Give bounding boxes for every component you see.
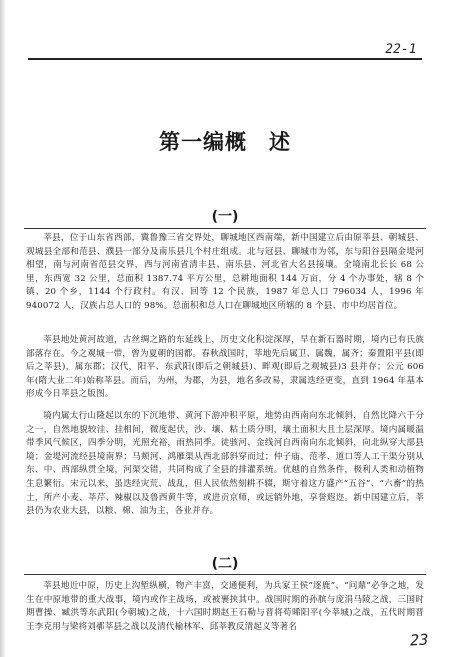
section-divider-2 [24, 574, 426, 575]
part-title-block [0, 126, 450, 156]
part-name: 概 述 [225, 130, 291, 154]
part-label: 第一编 [159, 130, 225, 154]
handwritten-note: 22-1 [383, 42, 418, 57]
section-divider-1 [24, 228, 426, 229]
section-heading-1: (一) [211, 209, 239, 225]
header-rule [28, 58, 422, 60]
paragraph-history: 莘县地处黄河故道，古丝绸之路的东延线上，历史文化积淀深厚，早在新石器时期，境内已有氏族部落存在。今之观城一带，曾为夏朝的国都。春秋战国时，莘地先后属卫、属魏，属齐；秦置阳平县(即后之莘县)，属东郡；汉代，阳平、东武阳(即后之朝城县)、畔观(即后之观城县)3 县并存；公元 606 年(隋大业二年)始称莘县。而后，为州，为郡，为县，地名多改易，隶属迭经更变，直到 1964 年基本形成今日莘县之版图。 [26, 335, 424, 400]
paragraph-military-history: 莘县地近中原，历史上沟堑纵横，物产丰富，交通便利，为兵家王侯“逐鹿”、“问鼎”必争之地，发生在中原地带的重大战事，境内或作主战场，或被裹挟其中。战国时期的孙膑与庞涓马陵之战，三国时期曹操、臧洪等东武阳(今朝城)之战，十六国时期赵王石勒与晋将苟晞阳平(今莘城)之战，五代时期晋王李克用与梁将刘鄩莘县之战以及清代榆林军、邱莘教反清起义等著名 [26, 581, 424, 632]
section-heading-2: (二) [211, 556, 239, 572]
paragraph-location: 莘县，位于山东省西部，冀鲁豫三省交界处，聊城地区西南端，新中国建立后由原莘县、朝城县、观城县全部和范县、濮县一部分及南乐县几个村庄组成。北与冠县、聊城市为邻，东与阳谷县隔金堤河相望，南与河南省范县交界，西与河南省清丰县、南乐县、河北省大名县接壤。全境南北长长 68 公里，东西宽 32 公里，总面积 1387.74 平方公里，总耕地面积 144 万亩，分 4 个办事处，辖 8 个镇、20 个乡，1144 个行政村。有汉、回等 12 个民族，1987 年总人口 796034 人，1996 年 940072 人，汉族占总人口的 98%。总面积和总人口在聊城地区所辖的 8 个县、市中均居首位。 [26, 233, 424, 311]
page-number: 23 [408, 630, 430, 650]
paragraph-geography: 境内属太行山隆起以东的下沉地带、黄河下游冲积平原，地势由西南向东北倾斜，自然比降六千分之一，自然地貌较洼、挂相间，微度起伏，沙、壤、粘土质分明，壤土面积大且土层深厚。境内属暖温带季风气候区，四季分明，光照充裕，雨热同季。徒骇河、金线河自西南向东北倾斜，向北纵穿大部县境；金堤河流经县境南界；马颊河、鸿雁渠从西北部斜穿而过；仲子庙、范孝、道口等人工干渠分别从东、中、西部纵贯全境，河渠交错，共同构成了全县的排灌系统。优越的自然条件，极利人类和动植物生息繁衍。宋元以来，虽迭经灾荒、战乱，但人民依然刻耕不辍，斯守着这方盛产“五谷”、“六畜”的热土，所产小麦、莘芹、辣椒以及鲁西黄牛等，或进贡京师，或远销外地，享誉遐迩。新中国建立后，莘县仍为农业大县，以粮、棉、油为主，各业并存。 [26, 411, 424, 517]
